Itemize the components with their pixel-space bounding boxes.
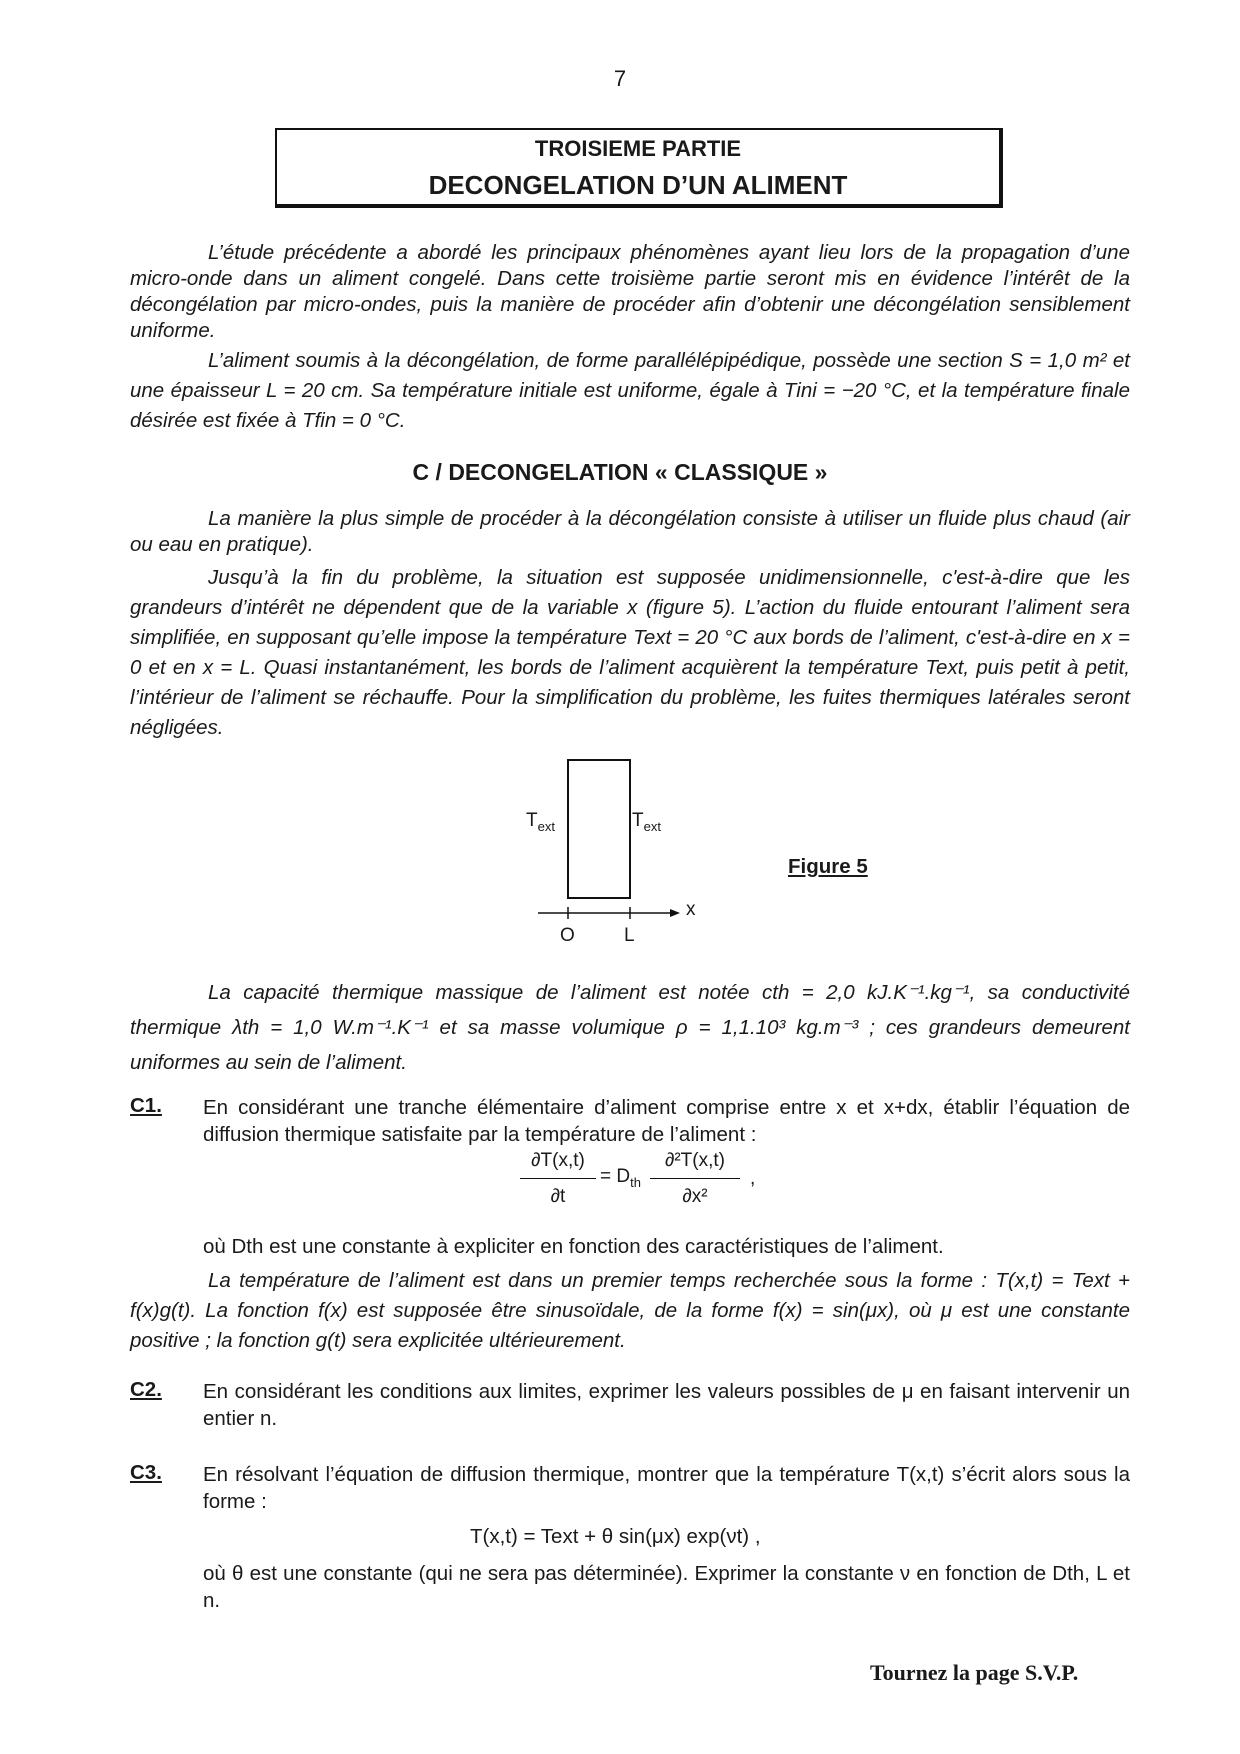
question-c3-label: C3. — [130, 1461, 162, 1484]
eq-comma: , — [750, 1168, 756, 1189]
text-label-left: $T_{ext}$ — [526, 810, 555, 834]
eq-fraction-bar-right — [650, 1178, 740, 1179]
question-c1-text: En considérant une tranche élémentaire d’aliment comprise entre x et x+dx, établir l’équation de diffusion thermique satisfaite par la température de l’aliment : — [203, 1096, 1130, 1146]
length-label: L — [624, 925, 635, 946]
question-c1-after: où Dth est une constante à expliciter en fonction des caractéristiques de l’aliment. — [203, 1235, 944, 1258]
part-title: TROISIEME PARTIE — [534, 136, 742, 161]
form-paragraph: La température de l’aliment est dans un premier temps recherchée sous la forme : T(x,t) = Text + f(x)g(t). La fonction f(x) est supposée être sinusoïdale, de la forme f(x) = sin(μx), où μ est une constante positive ; la fonction g(t) sera explicitée ultérieurement. — [130, 1269, 1130, 1352]
eq-fraction-bar-left — [520, 1178, 596, 1179]
eq-numerator-right: ∂²T(x,t) — [664, 1150, 726, 1171]
temperature-equation: T(x,t) = Text + θ sin(μx) exp(νt) , — [470, 1525, 761, 1548]
eq-numerator-left: ∂T(x,t) — [531, 1150, 585, 1171]
page-number: 7 — [613, 66, 627, 91]
eq-middle: = $D_{th}$ — [600, 1166, 641, 1190]
axis-x-label: x — [686, 899, 696, 920]
section-c-title: C / DECONGELATION « CLASSIQUE » — [412, 459, 828, 485]
section-c-paragraph-1: La manière la plus simple de procéder à la décongélation consiste à utiliser un fluide plus chaud (air ou eau en pratique). — [130, 507, 1130, 556]
text-label-right: $T_{ext}$ — [632, 810, 661, 834]
title-box — [275, 128, 1003, 208]
question-c2-text: En considérant les conditions aux limites, exprimer les valeurs possibles de μ en faisant intervenir un entier n. — [203, 1380, 1130, 1430]
x-axis-arrow — [670, 909, 680, 917]
eq-denominator-right: ∂x² — [682, 1186, 708, 1207]
question-c1-label: C1. — [130, 1094, 162, 1117]
origin-label: O — [560, 925, 575, 946]
question-c3-after: où θ est une constante (qui ne sera pas déterminée). Exprimer la constante ν en fonction de Dth, L et n. — [203, 1562, 1130, 1612]
eq-denominator-left: ∂t — [550, 1186, 566, 1207]
question-c2-label: C2. — [130, 1378, 162, 1401]
diffusion-equation — [520, 1150, 760, 1220]
footer-turn-page: Tournez la page S.V.P. — [870, 1660, 1079, 1685]
main-title: DECONGELATION D’UN ALIMENT — [428, 170, 848, 200]
intro-paragraph-2: L’aliment soumis à la décongélation, de forme parallélépipédique, possède une section S = 1,0 m² et une épaisseur L = 20 cm. Sa température initiale est uniforme, égale à Tini = −20 °C, et la température finale désirée est fixée à Tfin = 0 °C. — [130, 349, 1130, 432]
food-block — [568, 760, 630, 898]
figure-5-label: Figure 5 — [788, 855, 868, 878]
properties-paragraph: La capacité thermique massique de l’aliment est notée cth = 2,0 kJ.K⁻¹.kg⁻¹, sa conductivité thermique λth = 1,0 W.m⁻¹.K⁻¹ et sa masse volumique ρ = 1,1.10³ kg.m⁻³ ; ces grandeurs demeurent uniformes au sein de l’aliment. — [130, 981, 1130, 1074]
question-c3-text: En résolvant l’équation de diffusion thermique, montrer que la température T(x,t) s’écrit alors sous la forme : — [203, 1463, 1130, 1513]
section-c-paragraph-2: Jusqu’à la fin du problème, la situation est supposée unidimensionnelle, c'est-à-dire que les grandeurs d’intérêt ne dépendent que de la variable x (figure 5). L’action du fluide entourant l’aliment sera simplifiée, en supposant qu’elle impose la température Text = 20 °C aux bords de l’aliment, c'est-à-dire en x = 0 et en x = L. Quasi instantanément, les bords de l’aliment acquièrent la température Text, puis petit à petit, l’intérieur de l’aliment se réchauffe. Pour la simplification du problème, les fuites thermiques latérales seront négligées. — [130, 566, 1130, 739]
intro-paragraph-1: L’étude précédente a abordé les principaux phénomènes ayant lieu lors de la propagation d’une micro-onde dans un aliment congelé. Dans cette troisième partie seront mis en évidence l’intérêt de la décongélation par micro-ondes, puis la manière de procéder afin d’obtenir une décongélation sensiblement uniforme. — [130, 241, 1130, 342]
